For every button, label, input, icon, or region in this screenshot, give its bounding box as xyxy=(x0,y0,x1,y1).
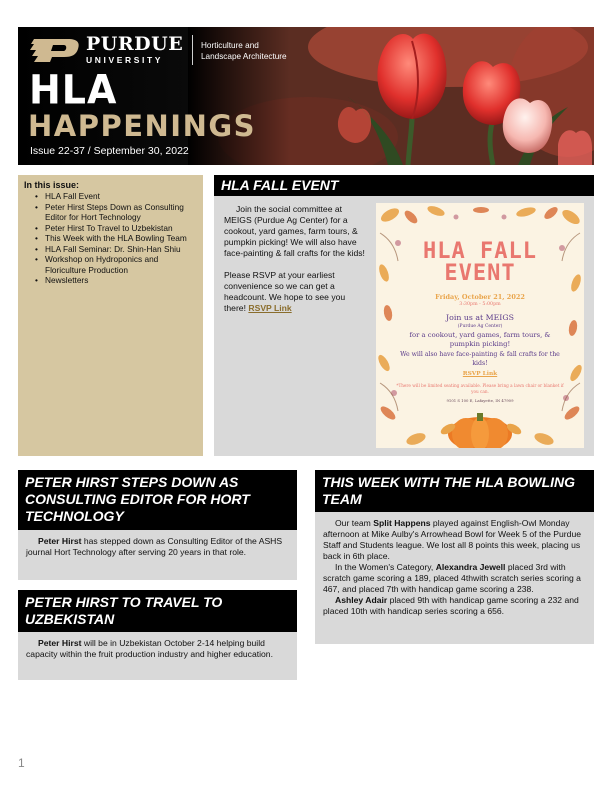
hirst-travel-text: will be in Uzbekistan October 2-14 helping build capacity within the fruit production industry and higher education. xyxy=(26,638,273,659)
toc-item[interactable]: • HLA Fall Seminar: Dr. Shin-Han Shiu xyxy=(24,244,197,255)
rsvp-link[interactable]: RSVP Link xyxy=(248,303,292,313)
hirst-editor-text: has stepped down as Consulting Editor of the ASHS journal Hort Technology after serving 20 years in that role. xyxy=(26,536,283,557)
purdue-logo xyxy=(28,35,183,65)
hirst-editor-section xyxy=(18,470,297,580)
toc-item[interactable]: • Peter Hirst To Travel to Uzbekistan xyxy=(24,223,197,234)
person-name: Peter Hirst xyxy=(38,638,82,648)
purdue-p-motion-icon xyxy=(28,37,80,63)
bowling-text: Our team xyxy=(335,518,374,528)
flyer-date: Friday, October 21, 2022 xyxy=(435,293,525,301)
hirst-travel-body xyxy=(18,632,297,660)
bowling-text: In the Women's Category, xyxy=(335,562,436,572)
hirst-travel-section xyxy=(18,590,297,680)
hirst-travel-paragraph xyxy=(26,638,289,660)
flyer-time: 3:30pm - 5:00pm xyxy=(459,302,501,307)
fall-event-flyer xyxy=(376,203,584,448)
flyer-join: Join us at MEIGS xyxy=(446,313,514,322)
toc-item[interactable]: • Workshop on Hydroponics and Floriculture Production xyxy=(24,254,197,275)
logo-divider xyxy=(192,35,193,65)
fall-event-rsvp-paragraph xyxy=(224,270,366,314)
flyer-title-line-1: HLA FALL xyxy=(423,239,537,264)
hirst-editor-paragraph xyxy=(26,536,289,558)
person-name: Ashley Adair xyxy=(335,595,388,605)
header-banner xyxy=(18,27,594,165)
issue-info: Issue 22-37 / September 30, 2022 xyxy=(30,145,189,157)
section-heading: THIS WEEK WITH THE HLA BOWLING TEAM xyxy=(315,470,594,512)
person-name: Peter Hirst xyxy=(38,536,82,546)
bowling-body xyxy=(315,512,594,617)
bowling-paragraph xyxy=(323,518,586,562)
team-name: Split Happens xyxy=(373,518,431,528)
fall-event-section xyxy=(214,175,594,456)
department-line-1: Horticulture and xyxy=(201,41,259,50)
fall-event-text xyxy=(224,204,366,325)
logo-wordmark: PURDUE xyxy=(86,33,184,56)
section-heading: PETER HIRST TO TRAVEL TO UZBEKISTAN xyxy=(18,590,297,632)
bowling-text: placed 3rd with scratch game scoring a 189, placed 4thwith scratch series scoring a 467, and placed 7th with handicap game scoring a 238. xyxy=(323,562,581,594)
bowling-section xyxy=(315,470,594,644)
flyer-rsvp-link[interactable]: RSVP Link xyxy=(462,371,498,377)
bowling-paragraph xyxy=(323,562,586,595)
flyer-activities: for a cookout, yard games, farm tours, & pumpkin picking! xyxy=(409,331,551,348)
bowling-text: placed 9th with handicap game scoring a 232 and placed 10th with handicap series scoring a 656. xyxy=(323,595,579,616)
logo-subtitle: UNIVERSITY xyxy=(86,55,164,66)
hirst-editor-body xyxy=(18,530,297,558)
page-number: 1 xyxy=(18,756,25,770)
bowling-text: played against English-Owl Monday afternoon at Mike Aulby's Arrowhead Bowl for Week 5 of the Purdue Staff and Students league. We lost all 8 points this week, placing us back in 6th place. xyxy=(323,518,582,561)
pumpkin-icon xyxy=(448,413,512,448)
newsletter-title-line-1: HLA xyxy=(29,66,118,114)
rsvp-prompt: Please RSVP at your earliest convenience so we can get a headcount. We hope to see you there! xyxy=(224,270,346,313)
department-name xyxy=(201,40,287,62)
toc-item[interactable]: • Peter Hirst Steps Down as Consulting Editor for Hort Technology xyxy=(24,202,197,223)
flyer-title-line-2: EVENT xyxy=(444,261,516,286)
fall-event-paragraph: Join the social committee at MEIGS (Purdue Ag Center) for a cookout, yard games, farm tours, & pumpkin picking! We will also have face-painting & fall crafts for the kids! xyxy=(224,204,365,258)
department-line-2: Landscape Architecture xyxy=(201,52,287,61)
toc-item[interactable]: • This Week with the HLA Bowling Team xyxy=(24,233,197,244)
person-name: Alexandra Jewell xyxy=(435,562,506,572)
bowling-paragraph xyxy=(323,595,586,617)
toc-item[interactable]: • HLA Fall Event xyxy=(24,191,197,202)
flyer-note: *There will be limited seating available. Please bring a lawn chair or blanket if you can. xyxy=(396,383,564,394)
toc-title: In this issue: xyxy=(24,180,80,190)
toc-list xyxy=(24,191,197,286)
flyer-address: 9101 S 100 E, Lafayette, IN 47909 xyxy=(446,398,514,403)
flyer-join-sub: (Purdue Ag Center) xyxy=(457,324,503,329)
toc-item[interactable]: • Newsletters xyxy=(24,275,197,286)
section-heading: PETER HIRST STEPS DOWN AS CONSULTING EDITOR FOR HORT TECHNOLOGY xyxy=(18,470,297,530)
newsletter-title-line-2: HAPPENINGS xyxy=(28,109,257,143)
in-this-issue-box xyxy=(18,175,203,456)
flyer-kids: We will also have face-painting & fall crafts for the kids! xyxy=(400,351,560,367)
section-heading: HLA FALL EVENT xyxy=(214,175,594,196)
